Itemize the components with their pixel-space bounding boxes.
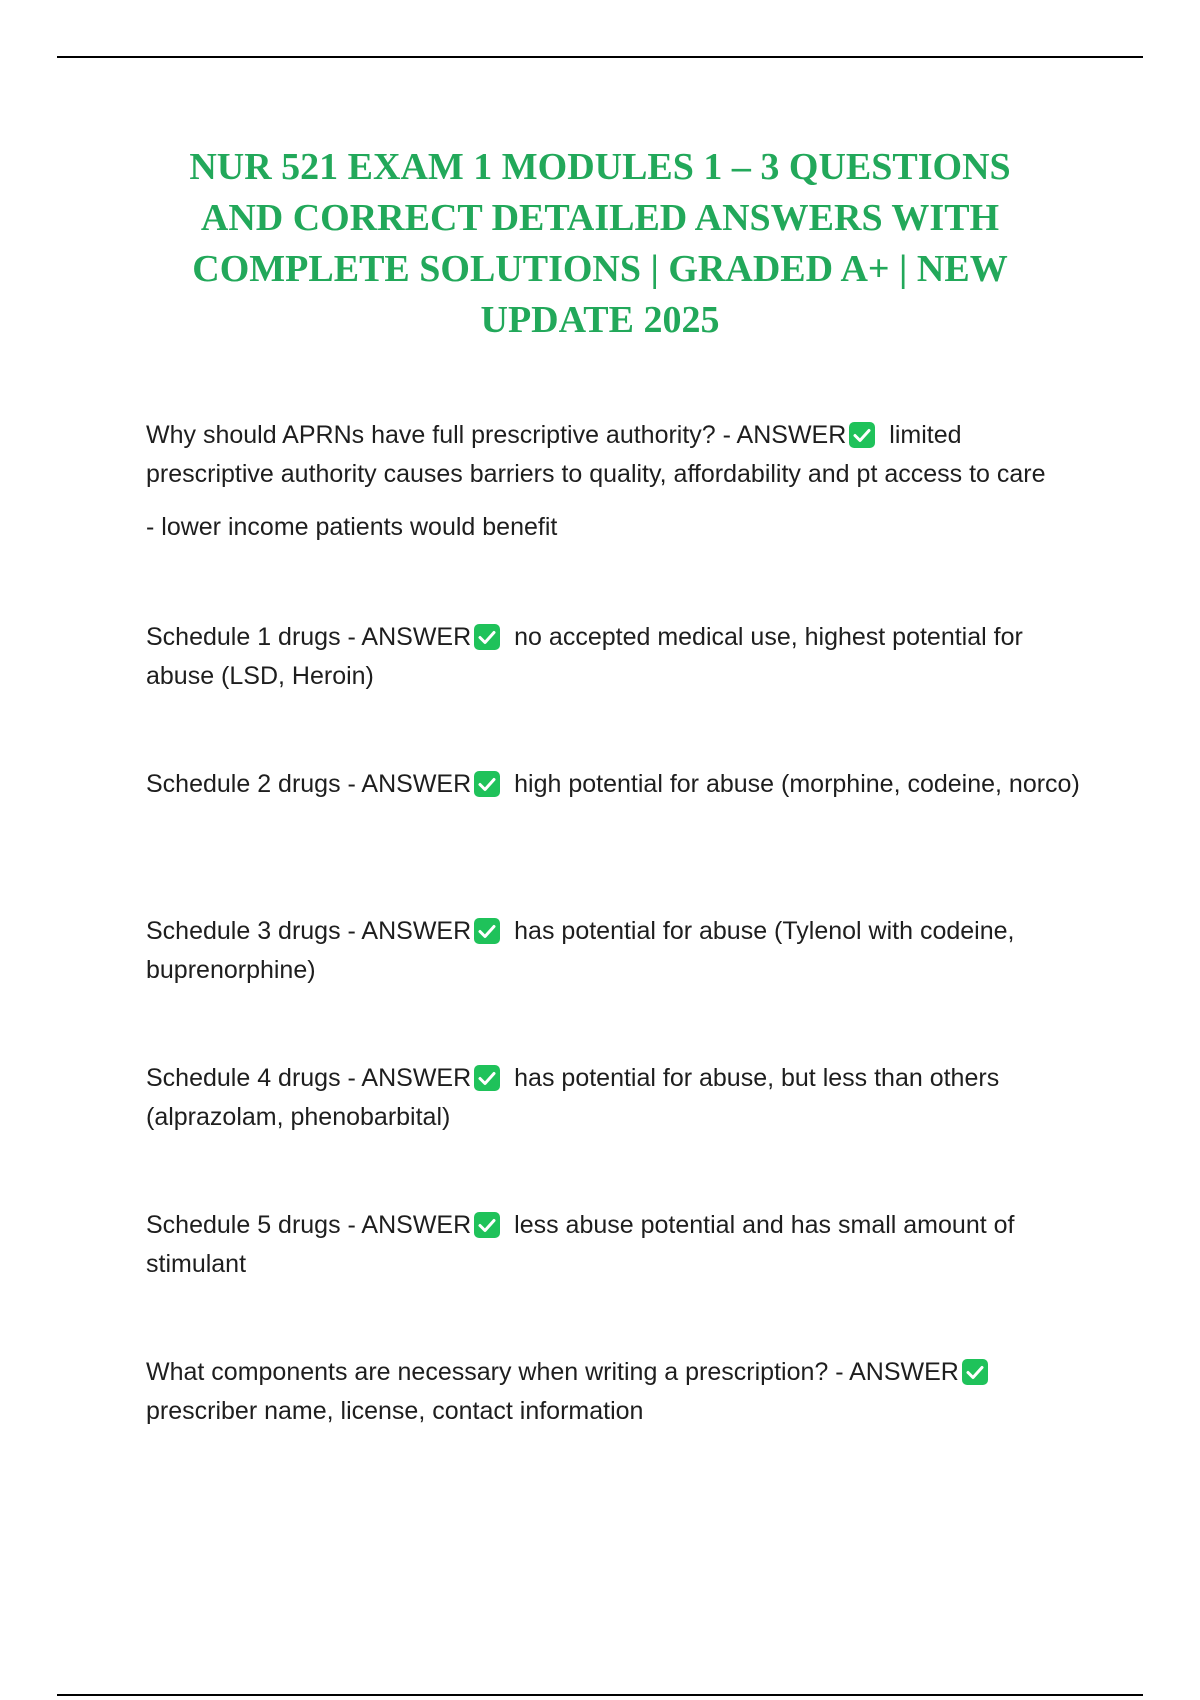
- qa-item-7: [146, 1353, 1096, 1431]
- question-text: Schedule 1 drugs - ANSWER: [146, 623, 472, 651]
- qa-item-3: [146, 765, 1096, 804]
- qa-item-5: [146, 1059, 1096, 1137]
- check-mark-icon: [962, 1359, 988, 1385]
- answer-text: less abuse potential and has small amount of stimulant: [146, 1211, 1015, 1278]
- qa-item-2: [146, 618, 1096, 696]
- check-mark-icon: [849, 422, 875, 448]
- question-text: Schedule 3 drugs - ANSWER: [146, 917, 472, 945]
- top-rule: [57, 56, 1143, 58]
- check-mark-icon: [474, 771, 500, 797]
- question-text: Schedule 2 drugs - ANSWER: [146, 770, 472, 798]
- bottom-rule: [57, 1694, 1143, 1696]
- document-title: NUR 521 EXAM 1 MODULES 1 – 3 QUESTIONS AND CORRECT DETAILED ANSWERS WITH COMPLETE SOLUTIONS | GRADED A+ | NEW UPDATE 2025: [189, 146, 1011, 341]
- question-text: Schedule 4 drugs - ANSWER: [146, 1064, 472, 1092]
- answer-text: limited prescriptive authority causes barriers to quality, affordability and pt access to care: [146, 421, 1046, 488]
- check-mark-icon: [474, 624, 500, 650]
- question-text: Why should APRNs have full prescriptive authority? - ANSWER: [146, 421, 847, 449]
- question-text: Schedule 5 drugs - ANSWER: [146, 1211, 472, 1239]
- question-text: What components are necessary when writing a prescription? - ANSWER: [146, 1358, 959, 1386]
- check-mark-icon: [474, 1065, 500, 1091]
- qa-item-6: [146, 1206, 1096, 1284]
- answer-text: has potential for abuse, but less than others (alprazolam, phenobarbital): [146, 1064, 1000, 1131]
- check-mark-icon: [474, 1212, 500, 1238]
- qa-item-4: [146, 912, 1096, 990]
- answer-text: high potential for abuse (morphine, codeine, norco): [514, 770, 1080, 798]
- answer-text: no accepted medical use, highest potential for abuse (LSD, Heroin): [146, 623, 1023, 690]
- answer-text: prescriber name, license, contact information: [146, 1397, 644, 1425]
- answer-text: has potential for abuse (Tylenol with codeine, buprenorphine): [146, 917, 1015, 984]
- answer-extra-text: - lower income patients would benefit: [146, 513, 558, 541]
- check-mark-icon: [474, 918, 500, 944]
- qa-item-1: [146, 416, 1096, 547]
